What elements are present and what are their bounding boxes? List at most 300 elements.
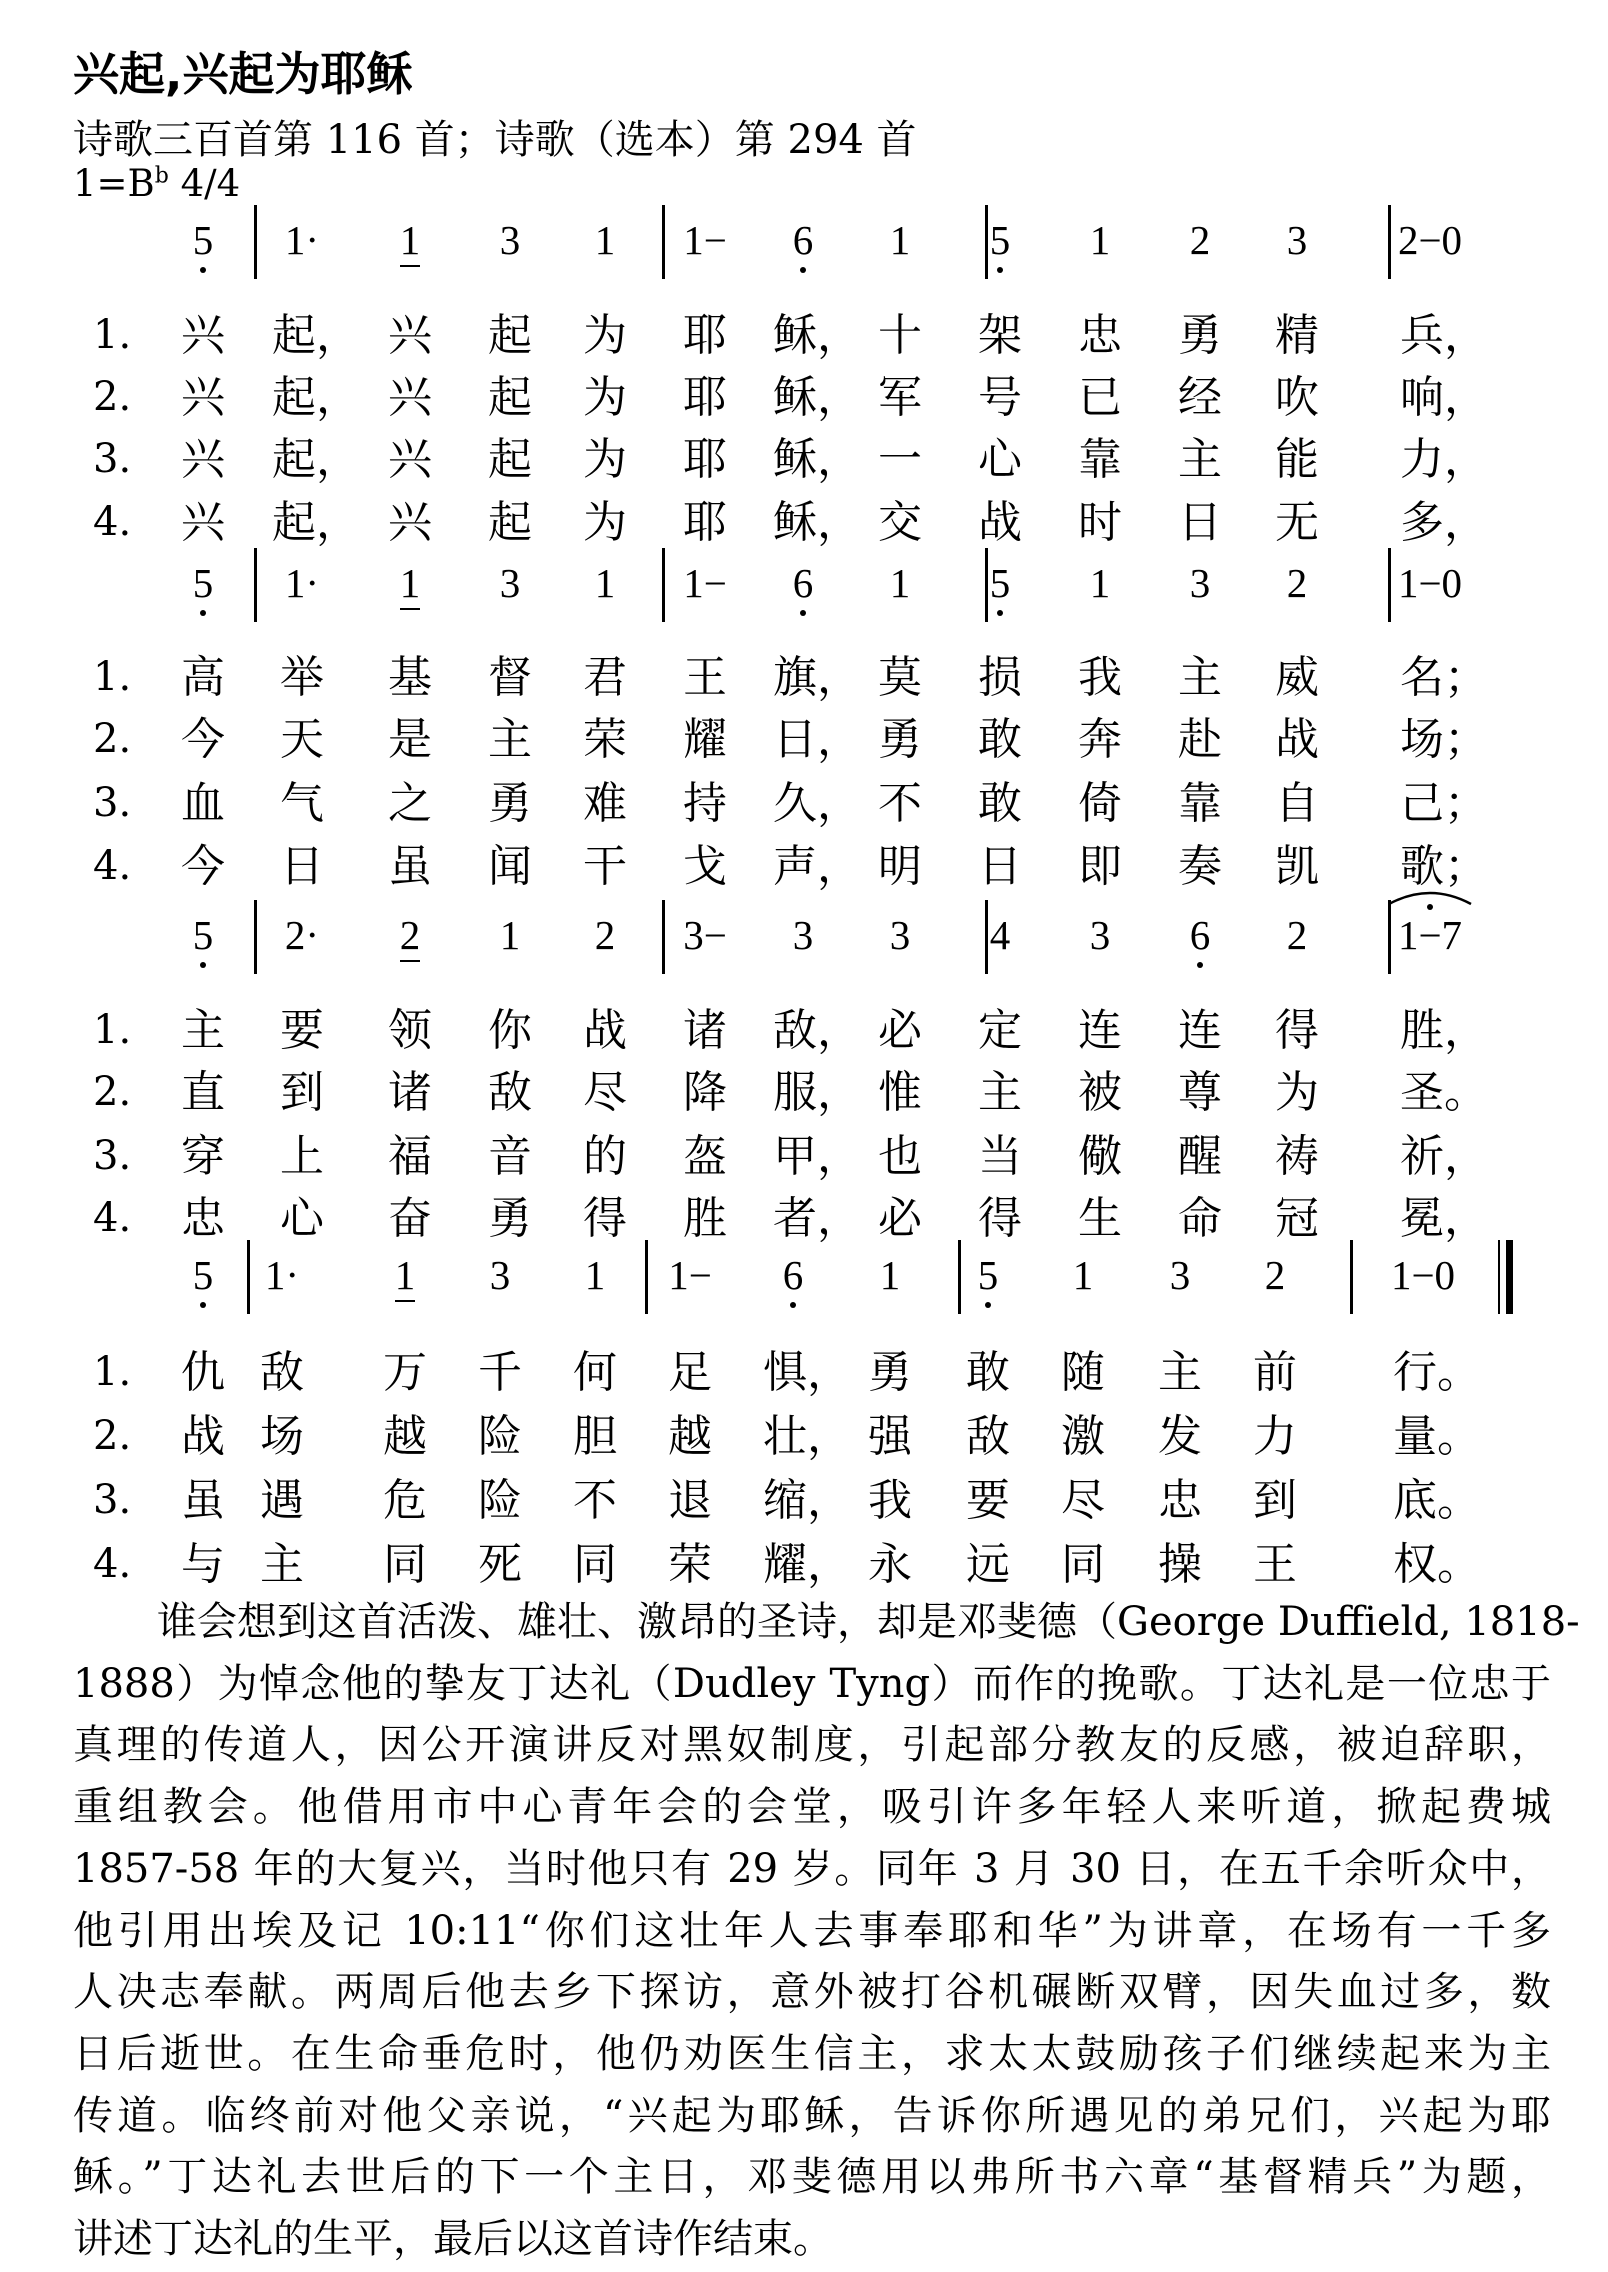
lyric-char: 诸 xyxy=(683,1005,727,1056)
lyric-char: 兴 xyxy=(388,497,432,548)
lyric-char: 主 xyxy=(978,1067,1022,1118)
lyric-char: 血 xyxy=(181,778,225,829)
lyric-char: 战 xyxy=(583,1005,627,1056)
lyric-line xyxy=(0,1065,1608,1125)
lyric-char: 兴 xyxy=(181,372,225,423)
lyric-char: 兴 xyxy=(388,310,432,361)
note: 6 xyxy=(763,560,843,606)
lyric-char: 精 xyxy=(1275,310,1319,361)
verse-number: 4. xyxy=(93,499,132,545)
note: 2 xyxy=(594,912,616,958)
lyric-char: 冕， xyxy=(1400,1193,1488,1244)
lyric-char: 起， xyxy=(272,434,360,485)
note: 3 xyxy=(889,912,911,958)
lyric-char: 缩， xyxy=(763,1475,851,1526)
lyric-char: 得 xyxy=(583,1193,627,1244)
lyric-char: 久， xyxy=(773,778,861,829)
lyric-char: 耶 xyxy=(683,434,727,485)
lyric-char: 何 xyxy=(573,1347,617,1398)
lyric-char: 稣， xyxy=(773,372,861,423)
lyric-char: 到 xyxy=(280,1067,324,1118)
lyric-char: 名； xyxy=(1400,652,1488,703)
note: 1−0 xyxy=(1397,560,1463,606)
lyric-char: 胜， xyxy=(1400,1005,1488,1056)
note: 1 xyxy=(889,560,911,606)
lyric-char: 今 xyxy=(181,841,225,892)
lyric-char: 兵， xyxy=(1400,310,1488,361)
lyric-char: 戈 xyxy=(683,841,727,892)
lyric-char: 为 xyxy=(583,497,627,548)
note: 5 xyxy=(163,560,243,606)
verse-number: 4. xyxy=(93,1541,132,1587)
lyric-char: 战 xyxy=(1275,714,1319,765)
hymn-title: 兴起,兴起为耶稣 xyxy=(73,47,413,101)
lyric-char: 也 xyxy=(878,1131,922,1182)
lyric-char: 不 xyxy=(878,778,922,829)
lyric-char: 忠 xyxy=(181,1193,225,1244)
lyric-char: 足 xyxy=(668,1347,712,1398)
lyric-char: 祈， xyxy=(1400,1131,1488,1182)
lyric-char: 自 xyxy=(1275,778,1319,829)
lyric-char: 敢 xyxy=(978,714,1022,765)
lyric-char: 兴 xyxy=(181,434,225,485)
lyric-char: 耀， xyxy=(763,1539,851,1590)
lyric-char: 必 xyxy=(878,1193,922,1244)
lyric-line xyxy=(0,712,1608,772)
lyric-char: 已 xyxy=(1078,372,1122,423)
final-bar-thin xyxy=(1498,1240,1500,1314)
lyric-char: 壮， xyxy=(763,1411,851,1462)
lyric-char: 己； xyxy=(1400,778,1488,829)
note: 2 xyxy=(1189,217,1211,263)
time-signature: 4/4 xyxy=(180,162,241,205)
lyric-char: 日， xyxy=(773,714,861,765)
bar-line xyxy=(662,205,665,279)
lyric-char: 强 xyxy=(868,1411,912,1462)
lyric-char: 稣， xyxy=(773,434,861,485)
verse-number: 3. xyxy=(93,1477,132,1523)
lyric-char: 起 xyxy=(488,497,532,548)
final-bar-thick xyxy=(1506,1240,1513,1314)
bar-line xyxy=(1350,1240,1353,1314)
lyric-char: 心 xyxy=(978,434,1022,485)
lyric-char: 稣， xyxy=(773,310,861,361)
lyric-char: 场； xyxy=(1400,714,1488,765)
lyric-char: 敌 xyxy=(260,1347,304,1398)
lyric-char: 督 xyxy=(488,652,532,703)
note: 1 xyxy=(499,912,521,958)
verse-number: 1. xyxy=(93,1349,132,1395)
note: 1 xyxy=(594,217,616,263)
lyric-char: 行。 xyxy=(1393,1347,1481,1398)
lyric-char: 得 xyxy=(1275,1005,1319,1056)
lyric-char: 权。 xyxy=(1393,1539,1481,1590)
lyric-char: 经 xyxy=(1178,372,1222,423)
note: 5 xyxy=(163,912,243,958)
note: 6 xyxy=(753,1252,833,1298)
prose-line: 讲述丁达礼的生平，最后以这首诗作结束。 xyxy=(73,2216,833,2263)
notation-line xyxy=(0,548,1608,622)
key-prefix: 1=B xyxy=(73,162,155,205)
lyric-line xyxy=(0,650,1608,710)
lyric-char: 惧， xyxy=(763,1347,851,1398)
note: 1· xyxy=(284,560,320,606)
lyric-char: 干 xyxy=(583,841,627,892)
hymn-story-paragraph xyxy=(73,1592,1580,2271)
lyric-char: 响， xyxy=(1400,372,1488,423)
bar-line xyxy=(985,205,988,279)
bar-line xyxy=(1388,548,1391,622)
note: 1 xyxy=(1072,1252,1094,1298)
bar-line xyxy=(985,548,988,622)
lyric-char: 明 xyxy=(878,841,922,892)
lyric-char: 你 xyxy=(488,1005,532,1056)
lyric-char: 服， xyxy=(773,1067,861,1118)
verse-number: 2. xyxy=(93,716,132,762)
lyric-char: 穿 xyxy=(181,1131,225,1182)
lyric-char: 命 xyxy=(1178,1193,1222,1244)
lyric-char: 今 xyxy=(181,714,225,765)
note: 1 xyxy=(1089,560,1111,606)
lyric-char: 上 xyxy=(280,1131,324,1182)
lyric-char: 军 xyxy=(878,372,922,423)
lyric-char: 架 xyxy=(978,310,1022,361)
note: 1− xyxy=(683,560,727,606)
prose-line: 真理的传道人，因公开演讲反对黑奴制度，引起部分教友的反感，被迫辞职， xyxy=(73,1722,1551,1769)
note: 3 xyxy=(489,1252,511,1298)
note: 3 xyxy=(1089,912,1111,958)
bar-line xyxy=(662,548,665,622)
lyric-char: 发 xyxy=(1158,1411,1202,1462)
lyric-char: 战 xyxy=(181,1411,225,1462)
note: 4 xyxy=(989,912,1011,958)
lyric-char: 胜 xyxy=(683,1193,727,1244)
lyric-char: 为 xyxy=(1275,1067,1319,1118)
lyric-char: 底。 xyxy=(1393,1475,1481,1526)
lyric-line xyxy=(0,839,1608,899)
lyric-char: 连 xyxy=(1178,1005,1222,1056)
note: 1− xyxy=(668,1252,712,1298)
lyric-char: 之 xyxy=(388,778,432,829)
lyric-char: 主 xyxy=(181,1005,225,1056)
prose-line: 他引用出埃及记 10:11“你们这壮年人去事奉耶和华”为讲章，在场有一千多 xyxy=(73,1907,1551,1954)
lyric-char: 勇 xyxy=(1178,310,1222,361)
lyric-char: 忠 xyxy=(1158,1475,1202,1526)
prose-line: 人决志奉献。两周后他去乡下探访，意外被打谷机碾断双臂，因失血过多，数 xyxy=(73,1969,1551,2016)
notation-line xyxy=(0,900,1608,974)
lyric-char: 生 xyxy=(1078,1193,1122,1244)
note: 3 xyxy=(1286,217,1308,263)
lyric-line xyxy=(0,1473,1608,1533)
verse-number: 2. xyxy=(93,1413,132,1459)
lyric-char: 量。 xyxy=(1393,1411,1481,1462)
lyric-char: 要 xyxy=(966,1475,1010,1526)
lyric-char: 主 xyxy=(1178,652,1222,703)
lyric-char: 倚 xyxy=(1078,778,1122,829)
bar-line xyxy=(662,900,665,974)
bar-line xyxy=(645,1240,648,1314)
verse-number: 3. xyxy=(93,780,132,826)
note: 1· xyxy=(264,1252,300,1298)
lyric-char: 随 xyxy=(1061,1347,1105,1398)
verse-number: 4. xyxy=(93,1195,132,1241)
note: 1 xyxy=(879,1252,901,1298)
lyric-char: 险 xyxy=(478,1475,522,1526)
note: 3 xyxy=(1169,1252,1191,1298)
lyric-char: 敌 xyxy=(966,1411,1010,1462)
lyric-char: 遇 xyxy=(260,1475,304,1526)
lyric-char: 兴 xyxy=(181,310,225,361)
bar-line xyxy=(958,1240,961,1314)
lyric-char: 醒 xyxy=(1178,1131,1222,1182)
lyric-char: 永 xyxy=(868,1539,912,1590)
lyric-char: 为 xyxy=(583,434,627,485)
lyric-char: 得 xyxy=(978,1193,1022,1244)
lyric-char: 直 xyxy=(181,1067,225,1118)
prose-line: 传道。临终前对他父亲说，“兴起为耶稣，告诉你所遇见的弟兄们，兴起为耶 xyxy=(73,2092,1551,2139)
lyric-char: 勇 xyxy=(878,714,922,765)
lyric-char: 气 xyxy=(280,778,324,829)
lyric-char: 力， xyxy=(1400,434,1488,485)
note: 2 xyxy=(1286,560,1308,606)
lyric-char: 兴 xyxy=(388,434,432,485)
lyric-char: 为 xyxy=(583,372,627,423)
lyric-char: 奋 xyxy=(388,1193,432,1244)
lyric-char: 尽 xyxy=(583,1067,627,1118)
lyric-char: 日 xyxy=(280,841,324,892)
note: 6 xyxy=(1160,912,1240,958)
verse-number: 1. xyxy=(93,1007,132,1053)
note: 3 xyxy=(1189,560,1211,606)
bar-line xyxy=(985,900,988,974)
note: 1· xyxy=(284,217,320,263)
lyric-char: 能 xyxy=(1275,434,1319,485)
note: 1−7 xyxy=(1390,912,1470,958)
lyric-char: 虽 xyxy=(388,841,432,892)
lyric-char: 凯 xyxy=(1275,841,1319,892)
lyric-char: 主 xyxy=(1158,1347,1202,1398)
prose-line: 谁会想到这首活泼、雄壮、激昂的圣诗，却是邓斐德（George Duffield, 1818- xyxy=(157,1599,1580,1645)
note: 5 xyxy=(948,1252,1028,1298)
lyric-char: 当 xyxy=(978,1131,1022,1182)
bar-line xyxy=(254,900,257,974)
lyric-char: 盔 xyxy=(683,1131,727,1182)
note: 3− xyxy=(683,912,727,958)
slur-arc xyxy=(1385,886,1475,906)
lyric-char: 一 xyxy=(878,434,922,485)
lyric-char: 胆 xyxy=(573,1411,617,1462)
prose-line: 重组教会。他借用市中心青年会的会堂，吸引许多年轻人来听道，掀起费城 xyxy=(73,1784,1551,1831)
lyric-char: 奏 xyxy=(1178,841,1222,892)
lyric-char: 耶 xyxy=(683,372,727,423)
lyric-line xyxy=(0,1003,1608,1063)
verse-number: 1. xyxy=(93,654,132,700)
lyric-char: 忠 xyxy=(1078,310,1122,361)
lyric-char: 主 xyxy=(488,714,532,765)
lyric-char: 敌， xyxy=(773,1005,861,1056)
note: 2 xyxy=(1286,912,1308,958)
verse-number: 1. xyxy=(93,312,132,358)
lyric-char: 王 xyxy=(1253,1539,1297,1590)
lyric-char: 王 xyxy=(683,652,727,703)
lyric-char: 敢 xyxy=(966,1347,1010,1398)
lyric-char: 万 xyxy=(383,1347,427,1398)
note: 1 xyxy=(594,560,616,606)
lyric-char: 多， xyxy=(1400,497,1488,548)
note: 2 xyxy=(1264,1252,1286,1298)
lyric-char: 吹 xyxy=(1275,372,1319,423)
lyric-char: 起 xyxy=(488,434,532,485)
lyric-char: 冠 xyxy=(1275,1193,1319,1244)
lyric-char: 勇 xyxy=(868,1347,912,1398)
note: 5 xyxy=(960,560,1040,606)
lyric-line xyxy=(0,370,1608,430)
lyric-char: 远 xyxy=(966,1539,1010,1590)
bar-line xyxy=(1388,205,1391,279)
flat-sign: b xyxy=(154,163,169,189)
lyric-char: 即 xyxy=(1078,841,1122,892)
note: 5 xyxy=(163,217,243,263)
lyric-char: 尽 xyxy=(1061,1475,1105,1526)
lyric-char: 声， xyxy=(773,841,861,892)
lyric-char: 操 xyxy=(1158,1539,1202,1590)
lyric-char: 起 xyxy=(488,310,532,361)
lyric-char: 的 xyxy=(583,1131,627,1182)
lyric-char: 祷 xyxy=(1275,1131,1319,1182)
lyric-char: 稣， xyxy=(773,497,861,548)
lyric-line xyxy=(0,1345,1608,1405)
lyric-char: 者， xyxy=(773,1193,861,1244)
lyric-char: 闻 xyxy=(488,841,532,892)
lyric-char: 基 xyxy=(388,652,432,703)
verse-number: 4. xyxy=(93,843,132,889)
lyric-char: 我 xyxy=(868,1475,912,1526)
lyric-char: 仇 xyxy=(181,1347,225,1398)
lyric-char: 越 xyxy=(668,1411,712,1462)
lyric-char: 心 xyxy=(280,1193,324,1244)
lyric-char: 君 xyxy=(583,652,627,703)
lyric-char: 日 xyxy=(1178,497,1222,548)
lyric-line xyxy=(0,495,1608,555)
lyric-char: 耶 xyxy=(683,497,727,548)
lyric-char: 前 xyxy=(1253,1347,1297,1398)
lyric-char: 旗， xyxy=(773,652,861,703)
note: 3 xyxy=(792,912,814,958)
lyric-char: 难 xyxy=(583,778,627,829)
lyric-char: 勇 xyxy=(488,778,532,829)
lyric-line xyxy=(0,308,1608,368)
note: 2· xyxy=(284,912,320,958)
lyric-char: 主 xyxy=(260,1539,304,1590)
note: 5 xyxy=(960,217,1040,263)
note: 1 xyxy=(365,1252,445,1298)
lyric-char: 主 xyxy=(1178,434,1222,485)
lyric-char: 战 xyxy=(978,497,1022,548)
lyric-char: 险 xyxy=(478,1411,522,1462)
note: 5 xyxy=(163,1252,243,1298)
lyric-char: 兴 xyxy=(181,497,225,548)
prose-line: 1857-58 年的大复兴，当时他只有 29 岁。同年 3 月 30 日，在五千余听众中， xyxy=(73,1845,1551,1892)
prose-line: 1888）为悼念他的挚友丁达礼（Dudley Tyng）而作的挽歌。丁达礼是一位忠于 xyxy=(73,1660,1551,1707)
lyric-char: 损 xyxy=(978,652,1022,703)
lyric-char: 惟 xyxy=(878,1067,922,1118)
lyric-char: 号 xyxy=(978,372,1022,423)
lyric-char: 勇 xyxy=(488,1193,532,1244)
lyric-char: 赴 xyxy=(1178,714,1222,765)
lyric-char: 场 xyxy=(260,1411,304,1462)
lyric-char: 力 xyxy=(1253,1411,1297,1462)
lyric-char: 同 xyxy=(573,1539,617,1590)
lyric-char: 为 xyxy=(583,310,627,361)
lyric-char: 荣 xyxy=(583,714,627,765)
lyric-char: 必 xyxy=(878,1005,922,1056)
lyric-char: 起 xyxy=(488,372,532,423)
lyric-char: 日 xyxy=(978,841,1022,892)
bar-line xyxy=(247,1240,250,1314)
lyric-char: 福 xyxy=(388,1131,432,1182)
bar-line xyxy=(254,548,257,622)
lyric-char: 危 xyxy=(383,1475,427,1526)
lyric-char: 连 xyxy=(1078,1005,1122,1056)
notation-line xyxy=(0,205,1608,279)
lyric-char: 要 xyxy=(280,1005,324,1056)
lyric-char: 我 xyxy=(1078,652,1122,703)
hymn-reference: 诗歌三百首第 116 首；诗歌（选本）第 294 首 xyxy=(73,117,917,163)
lyric-char: 尊 xyxy=(1178,1067,1222,1118)
lyric-char: 耀 xyxy=(683,714,727,765)
lyric-char: 降 xyxy=(683,1067,727,1118)
lyric-char: 不 xyxy=(573,1475,617,1526)
note: 2−0 xyxy=(1397,217,1463,263)
lyric-char: 靠 xyxy=(1178,778,1222,829)
lyric-char: 起， xyxy=(272,497,360,548)
key-signature xyxy=(73,162,240,205)
lyric-char: 交 xyxy=(878,497,922,548)
lyric-char: 与 xyxy=(181,1539,225,1590)
lyric-char: 虽 xyxy=(181,1475,225,1526)
lyric-line xyxy=(0,432,1608,492)
note: 3 xyxy=(499,560,521,606)
lyric-char: 荣 xyxy=(668,1539,712,1590)
lyric-char: 起， xyxy=(272,372,360,423)
lyric-char: 持 xyxy=(683,778,727,829)
lyric-char: 歌； xyxy=(1400,841,1488,892)
note: 1 xyxy=(1089,217,1111,263)
lyric-char: 耶 xyxy=(683,310,727,361)
verse-number: 2. xyxy=(93,374,132,420)
lyric-char: 起， xyxy=(272,310,360,361)
lyric-line xyxy=(0,1409,1608,1469)
note: 6 xyxy=(763,217,843,263)
note: 1− xyxy=(683,217,727,263)
note: 1 xyxy=(370,217,450,263)
lyric-char: 定 xyxy=(978,1005,1022,1056)
lyric-line xyxy=(0,776,1608,836)
lyric-char: 无 xyxy=(1275,497,1319,548)
lyric-char: 千 xyxy=(478,1347,522,1398)
lyric-line xyxy=(0,1537,1608,1597)
lyric-char: 激 xyxy=(1061,1411,1105,1462)
lyric-char: 莫 xyxy=(878,652,922,703)
lyric-char: 十 xyxy=(878,310,922,361)
prose-line: 日后逝世。在生命垂危时，他仍劝医生信主，求太太鼓励孩子们继续起来为主 xyxy=(73,2030,1551,2077)
lyric-char: 奔 xyxy=(1078,714,1122,765)
note: 1 xyxy=(370,560,450,606)
lyric-char: 时 xyxy=(1078,497,1122,548)
lyric-char: 同 xyxy=(383,1539,427,1590)
lyric-char: 到 xyxy=(1253,1475,1297,1526)
lyric-char: 是 xyxy=(388,714,432,765)
